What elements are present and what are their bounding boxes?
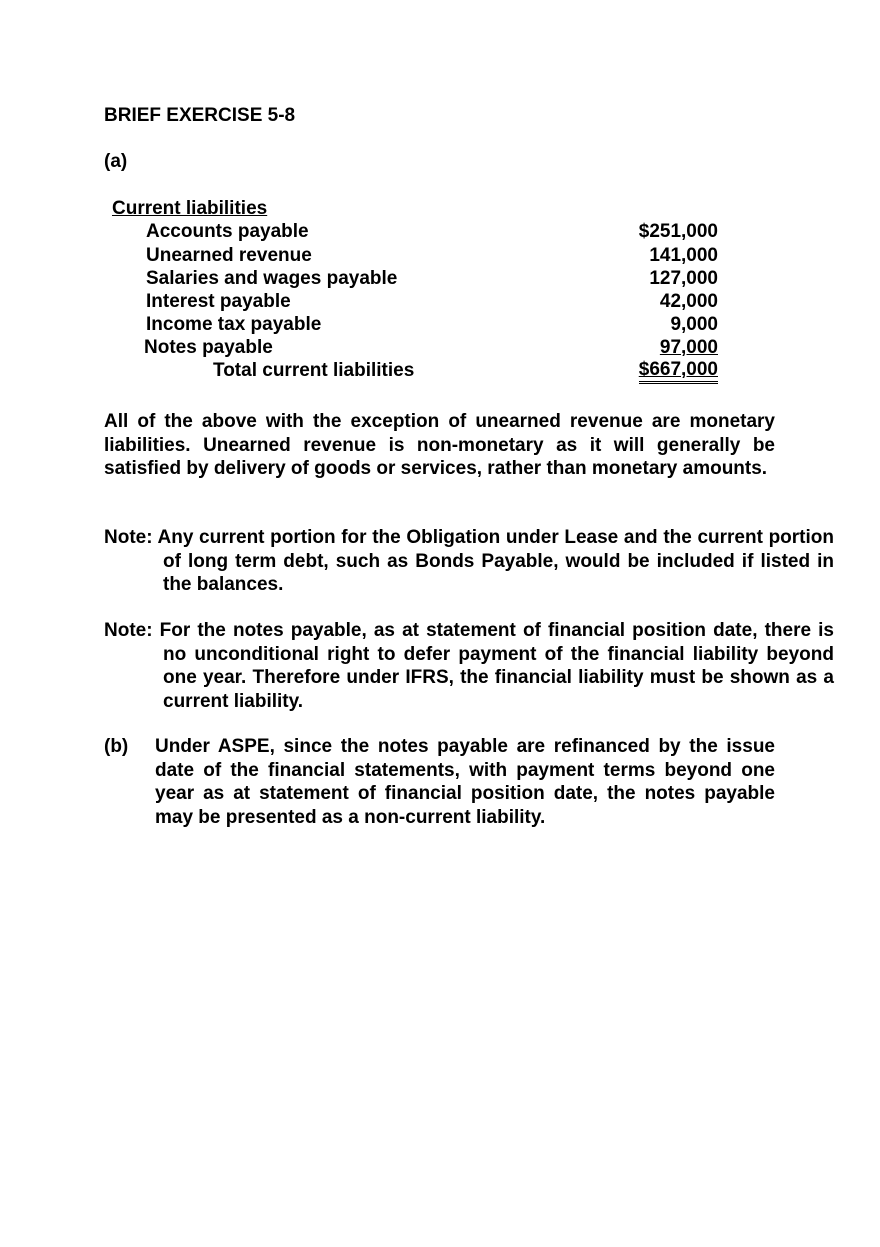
note-notes-payable: Note: For the notes payable, as at statement of financial position date, there is no unconditional right to defer payment of the financial liability beyond one year. Therefore under IFRS, the financial liability must be shown as a current liability. [104,620,834,712]
liability-value: 42,000 [659,291,718,312]
liability-label: Interest payable [146,291,291,312]
current-liabilities-heading: Current liabilities [112,198,268,219]
liability-value: $251,000 [638,221,718,242]
liability-value: 127,000 [649,268,718,289]
liability-label: Income tax payable [146,314,322,335]
liability-label: Salaries and wages payable [146,268,398,289]
note-current-portion: Note: Any current portion for the Obligation under Lease and the current portion of long term debt, such as Bonds Payable, would be included if listed in the balances. [104,527,834,595]
liability-label: Notes payable [144,337,273,358]
total-current-liabilities-value: $667,000 [639,359,718,384]
part-b-text: Under ASPE, since the notes payable are refinanced by the issue date of the financial statements, with payment terms beyond one year as at statement of financial position date, the notes payable may be presented as a non-current liability. [155,736,775,828]
notes-payable-value: 97,000 [659,337,718,358]
liability-value: 9,000 [670,314,718,335]
monetary-explanation-paragraph: All of the above with the exception of unearned revenue are monetary liabilities. Unearned revenue is non-monetary as it will generally be satisfied by delivery of goods or services, rather than monetary amounts. [104,411,775,479]
liability-label: Accounts payable [146,221,309,242]
part-a-label: (a) [104,151,128,172]
liability-value: 141,000 [649,245,718,266]
liability-value [638,336,718,359]
total-current-liabilities-label: Total current liabilities [213,360,415,381]
part-b-label: (b) [104,736,129,757]
exercise-title: BRIEF EXERCISE 5-8 [104,105,296,126]
liability-label: Unearned revenue [146,245,312,266]
